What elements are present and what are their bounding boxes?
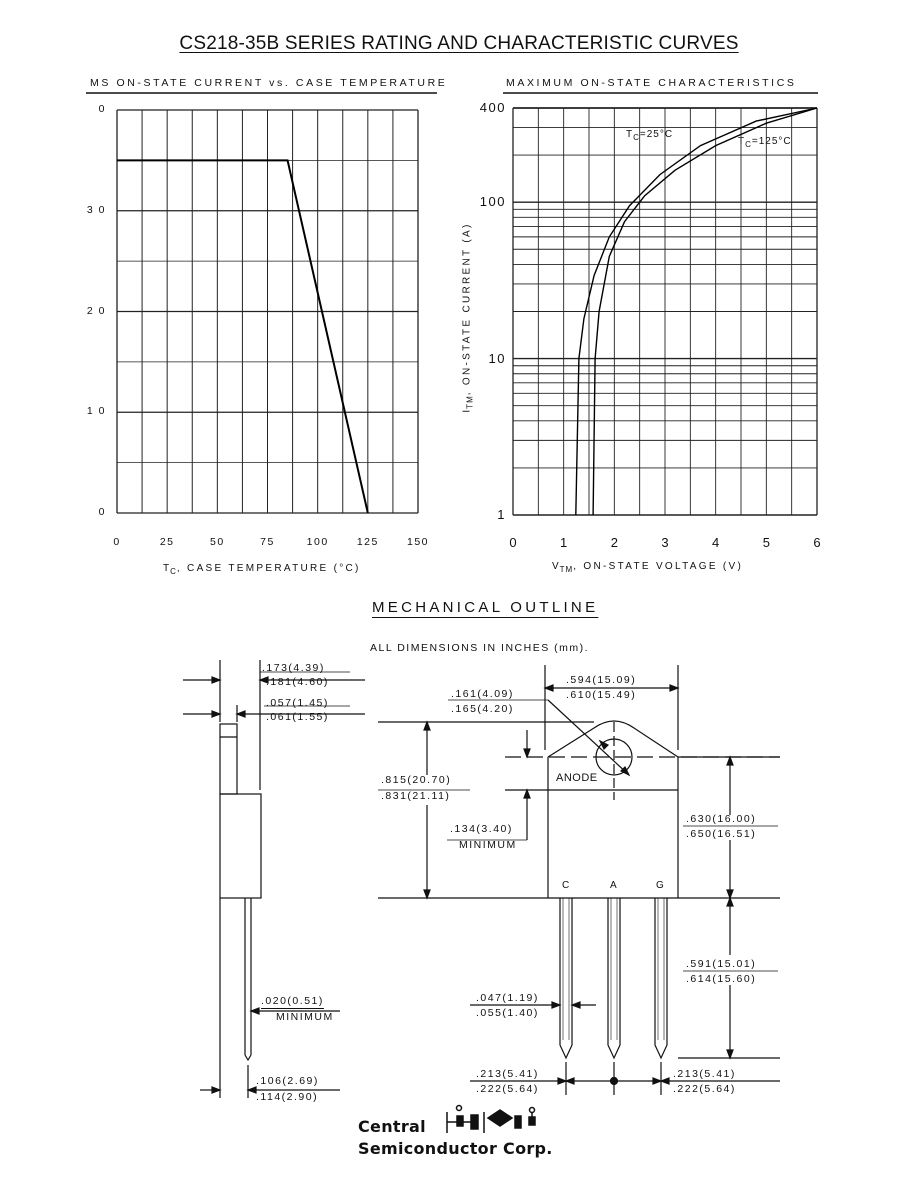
mechanical-outline-title: MECHANICAL OUTLINE [372,599,599,616]
dim-width-top: .594(15.09) [566,674,637,686]
chart1-x-tick-label: 75 [260,536,275,548]
dim-side-1-bot: .181(4.60) [266,676,329,688]
dim-hole-bot: .165(4.20) [451,703,514,715]
chart2-annotation-125c: $T_C=125^\circ C$ [738,136,792,149]
dim-side-2-top: .057(1.45) [266,697,329,709]
dim-pitch-right-top: .213(5.41) [673,1068,736,1080]
chart2-x-tick-label: 1 [560,535,568,550]
dim-side-3-bot: MINIMUM [276,1011,334,1023]
dim-hole-top: .161(4.09) [451,688,514,700]
dim-tab-top: .134(3.40) [450,823,513,835]
dim-height-top: .815(20.70) [381,774,452,786]
chart2-title: MAXIMUM ON-STATE CHARACTERISTICS [506,77,797,89]
chart2-y-tick-label: 1 [497,507,506,522]
dim-width-bot: .610(15.49) [566,689,637,701]
chart2-annotation-25c: $T_C=25^\circ C$ [626,129,674,142]
chart1-x-tick-label: 150 [406,536,430,548]
pin-a-label: A [610,880,617,891]
chart2-y-label: $I_{TM}$, ON-STATE CURRENT (A) [461,222,475,413]
dim-side-4-bot: .114(2.90) [256,1091,319,1103]
chart1-y-tick-label: 1 0 [86,405,106,418]
dim-lead-bot: .614(15.60) [686,973,757,985]
dim-leadw-top: .047(1.19) [476,992,539,1004]
chart2-x-tick-label: 2 [610,535,618,550]
chart2-x-label: $V_{TM}$, ON-STATE VOLTAGE (V) [552,561,744,574]
dim-side-1-top: .173(4.39) [262,662,325,674]
chart1-x-tick-label: 100 [306,536,329,548]
dim-leadw-bot: .055(1.40) [476,1007,539,1019]
chart2-y-tick-label: 400 [479,100,506,115]
dim-height-bot: .831(21.11) [381,790,451,802]
dim-pitch-left-top: .213(5.41) [476,1068,539,1080]
chart1-x-tick-label: 125 [356,536,379,548]
chart2-x-tick-label: 3 [661,535,669,550]
dim-tab-bot: MINIMUM [459,839,517,851]
dim-side-4-top: .106(2.69) [256,1075,319,1087]
page-title: CS218-35B SERIES RATING AND CHARACTERISTIC CURVES [179,33,739,54]
chart1-title: MS ON-STATE CURRENT vs. CASE TEMPERATURE [90,77,448,89]
chart1-x-tick-label: 0 [113,536,121,548]
dim-body-bot: .650(16.51) [686,828,757,840]
chart1-y-tick-label: 0 [98,506,106,518]
chart2-x-tick-label: 5 [762,535,770,550]
chart2-x-tick-label: 4 [712,535,720,550]
chart2-y-tick-label: 100 [479,194,506,210]
dimensions-note: ALL DIMENSIONS IN INCHES (mm). [370,642,590,654]
chart1-y-tick-label: 0 [98,103,106,115]
chart2-y-tick-label: 10 [488,350,506,366]
logo-line2: Semiconductor Corp. [358,1139,553,1158]
dim-lead-top: .591(15.01) [686,958,757,970]
chart1-x-tick-label: 25 [159,536,175,548]
logo-line1: Central [358,1117,426,1136]
chart1-y-tick-label: 2 0 [86,304,106,317]
chart2-x-tick-label: 0 [509,535,517,550]
chart1-y-tick-label: 3 0 [86,203,106,216]
anode-label: ANODE [556,772,598,784]
dim-pitch-right-bot: .222(5.64) [673,1083,736,1095]
dim-side-3-top: .020(0.51) [261,995,324,1007]
chart2-x-tick-label: 6 [813,535,821,550]
dim-body-top: .630(16.00) [686,813,757,825]
chart1-x-tick-label: 50 [209,536,225,548]
dim-pitch-left-bot: .222(5.64) [476,1083,539,1095]
chart1-x-label: $T_C$, CASE TEMPERATURE (°C) [163,563,361,576]
dim-side-2-bot: .061(1.55) [266,711,329,723]
pin-g-label: G [656,880,664,891]
pin-c-label: C [562,880,570,891]
